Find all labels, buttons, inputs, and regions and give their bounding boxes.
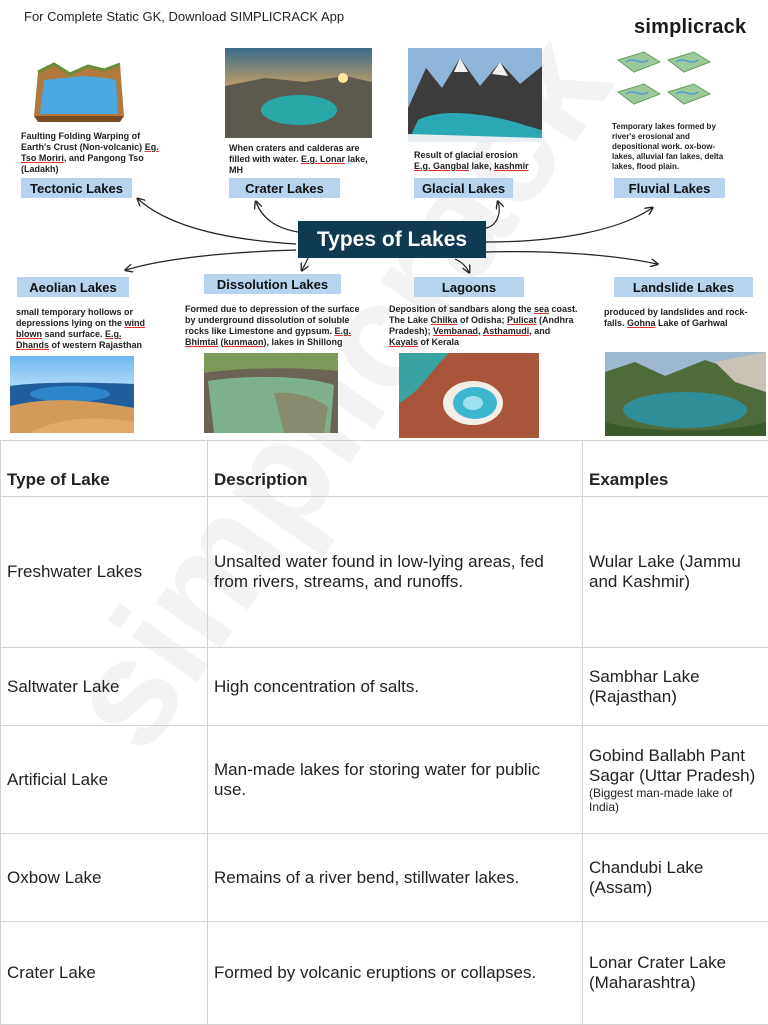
- aeolian-lakes-description: small temporary hollows or depressions lying on the wind blown sand surface. E.g. Dhands of western Rajasthan: [16, 307, 156, 351]
- aeolian-lake-image: [10, 356, 134, 433]
- table-header-row: [1, 441, 768, 497]
- cell-type: Freshwater Lakes: [1, 497, 208, 648]
- cell-example: Chandubi Lake (Assam): [583, 834, 768, 922]
- cell-example: Wular Lake (Jammu and Kashmir): [583, 497, 768, 648]
- cell-example: Sambhar Lake (Rajasthan): [583, 648, 768, 726]
- cell-description: Unsalted water found in low-lying areas, fed from rivers, streams, and runoffs.: [208, 497, 583, 648]
- landslide-lake-image: [605, 352, 766, 436]
- cell-type: Artificial Lake: [1, 726, 208, 834]
- dissolution-lakes-description: Formed due to depression of the surface by underground dissolution of soluble rocks like Limestone and gypsum. E.g. Bhimtal (kunmaon), lakes in Shillong: [185, 304, 371, 348]
- download-banner-text: For Complete Static GK, Download SIMPLICRACK App: [24, 9, 344, 24]
- example-note: (Biggest man-made lake of India): [589, 786, 762, 814]
- landslide-lakes-description: produced by landslides and rock-falls. Gohna Lake of Garhwal: [604, 307, 766, 329]
- aeolian-lakes-label: Aeolian Lakes: [17, 277, 129, 297]
- arrow-to-tectonic: [138, 199, 296, 244]
- crater-lakes-label: Crater Lakes: [229, 178, 340, 198]
- column-header-examples: Examples: [583, 441, 768, 497]
- cell-description: Formed by volcanic eruptions or collapses.: [208, 922, 583, 1025]
- table-row: [1, 648, 768, 726]
- column-header-type: Type of Lake: [1, 441, 208, 497]
- cell-type: Crater Lake: [1, 922, 208, 1025]
- cell-type: Saltwater Lake: [1, 648, 208, 726]
- arrow-to-fluvial: [486, 208, 652, 242]
- cell-example: Lonar Crater Lake (Maharashtra): [583, 922, 768, 1025]
- arrow-to-crater: [256, 202, 298, 232]
- arrow-to-aeolian: [126, 250, 296, 270]
- table-row: [1, 922, 768, 1025]
- cell-description: Remains of a river bend, stillwater lakes.: [208, 834, 583, 922]
- arrow-to-glacial: [486, 202, 499, 228]
- glacial-lakes-description: Result of glacial erosion E.g. Gangbal lake, kashmir: [414, 150, 544, 172]
- lagoon-image: [399, 353, 539, 438]
- table-row: [1, 834, 768, 922]
- cell-type: Oxbow Lake: [1, 834, 208, 922]
- landslide-lakes-label: Landslide Lakes: [614, 277, 753, 297]
- lagoons-description: Deposition of sandbars along the sea coast. The Lake Chilka of Odisha; Pulicat (Andhra Pradesh); Vembanad, Asthamudi, and Kayals of Kerala: [389, 304, 579, 348]
- table-row: [1, 726, 768, 834]
- cell-description: High concentration of salts.: [208, 648, 583, 726]
- column-header-description: Description: [208, 441, 583, 497]
- dissolution-lake-image: [204, 353, 338, 433]
- table-row: [1, 497, 768, 648]
- dissolution-lakes-label: Dissolution Lakes: [204, 274, 341, 294]
- crater-lakes-description: When craters and calderas are filled with water. E.g. Lonar lake, MH: [229, 143, 374, 176]
- fluvial-lakes-label: Fluvial Lakes: [614, 178, 725, 198]
- diagram-title: Types of Lakes: [298, 221, 486, 258]
- example-text: Gobind Ballabh Pant Sagar (Uttar Pradesh): [589, 746, 755, 785]
- tectonic-lake-diagram-image: [24, 56, 130, 126]
- tectonic-lakes-description: Faulting Folding Warping of Earth's Crust (Non-volcanic) Eg. Tso Moriri, and Pangong Tso (Ladakh): [21, 131, 161, 175]
- cell-description: Man-made lakes for storing water for public use.: [208, 726, 583, 834]
- brand-logo: simplicrack: [634, 16, 746, 39]
- fluvial-lake-diagram-image: [614, 48, 714, 114]
- arrow-to-landslide: [486, 252, 657, 264]
- crater-lake-image: [225, 48, 372, 138]
- glacial-lake-image: [408, 48, 542, 142]
- glacial-lakes-label: Glacial Lakes: [414, 178, 513, 198]
- arrow-to-dissolution: [302, 258, 308, 270]
- tectonic-lakes-label: Tectonic Lakes: [21, 178, 132, 198]
- cell-example: [583, 726, 768, 834]
- arrow-to-lagoons: [455, 259, 469, 272]
- lakes-table: [0, 440, 768, 1025]
- fluvial-lakes-description: Temporary lakes formed by river's erosional and depositional work. ox-bow-lakes, alluvial fan lakes, delta lakes, flood plain.: [612, 122, 734, 172]
- lagoons-label: Lagoons: [414, 277, 524, 297]
